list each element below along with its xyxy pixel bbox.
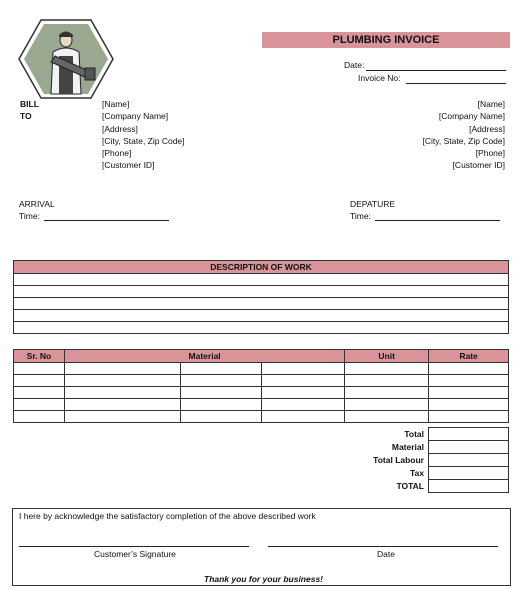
table-row — [14, 387, 509, 399]
cell[interactable] — [14, 399, 65, 411]
total-label: Total — [404, 429, 424, 439]
invoice-number-field[interactable] — [406, 83, 506, 84]
bill-left-company: [Company Name] — [102, 111, 169, 122]
date-label: Date: — [344, 60, 365, 70]
signature-date-label: Date — [377, 549, 395, 559]
table-row — [14, 399, 509, 411]
bill-right-city: [City, State, Zip Code] — [422, 135, 505, 146]
cell[interactable] — [180, 387, 262, 399]
cell[interactable] — [429, 375, 509, 387]
cell[interactable] — [345, 387, 429, 399]
header-sr-no: Sr. No — [14, 350, 65, 363]
signature-date-field[interactable] — [268, 546, 498, 547]
company-logo — [17, 18, 115, 100]
total-value[interactable] — [429, 428, 509, 441]
invoice-number-label: Invoice No: — [358, 73, 401, 83]
customer-signature-label: Customer’s Signature — [94, 549, 176, 559]
to-label: TO — [20, 111, 32, 121]
bill-left-name: [Name] — [102, 99, 130, 109]
bill-right-phone: [Phone] — [475, 148, 505, 159]
cell[interactable] — [14, 411, 65, 423]
grand-total-label: TOTAL — [396, 481, 424, 491]
material-total-value[interactable] — [429, 441, 509, 454]
cell[interactable] — [262, 375, 345, 387]
cell[interactable] — [262, 363, 345, 375]
cell[interactable] — [14, 387, 65, 399]
cell[interactable] — [262, 411, 345, 423]
invoice-title: PLUMBING INVOICE — [262, 32, 510, 48]
cell[interactable] — [345, 375, 429, 387]
table-row — [14, 375, 509, 387]
cell[interactable] — [180, 399, 262, 411]
bill-left-address: [Address] — [102, 123, 138, 134]
description-header: DESCRIPTION OF WORK — [14, 261, 509, 274]
cell[interactable] — [180, 363, 262, 375]
header-material: Material — [64, 350, 344, 363]
bill-left-city: [City, State, Zip Code] — [102, 135, 185, 146]
bill-label: BILL — [20, 99, 39, 109]
cell[interactable] — [345, 363, 429, 375]
cell[interactable] — [64, 375, 180, 387]
cell[interactable] — [262, 399, 345, 411]
cell[interactable] — [14, 363, 65, 375]
bill-to-left — [102, 98, 185, 172]
arrival-title: ARRIVAL — [19, 199, 55, 209]
bill-right-company: [Company Name] — [438, 111, 505, 122]
cell[interactable] — [64, 363, 180, 375]
cell[interactable] — [345, 399, 429, 411]
arrival-time-field[interactable] — [44, 220, 169, 221]
cell[interactable] — [64, 411, 180, 423]
cell[interactable] — [429, 411, 509, 423]
material-total-label: Material — [391, 442, 424, 452]
cell[interactable] — [429, 387, 509, 399]
cell[interactable] — [180, 411, 262, 423]
total-labour-value[interactable] — [429, 454, 509, 467]
bill-right-name: [Name] — [477, 99, 505, 109]
departure-title: DEPATURE — [350, 199, 396, 209]
description-row[interactable] — [14, 310, 509, 322]
description-row[interactable] — [14, 298, 509, 310]
description-row[interactable] — [14, 322, 509, 334]
cell[interactable] — [429, 363, 509, 375]
thank-you-text: Thank you for your business! — [204, 574, 324, 584]
table-row — [14, 411, 509, 423]
cell[interactable] — [180, 375, 262, 387]
header-rate: Rate — [429, 350, 509, 363]
cell[interactable] — [262, 387, 345, 399]
customer-signature-field[interactable] — [19, 546, 249, 547]
tax-value[interactable] — [429, 467, 509, 480]
cell[interactable] — [64, 387, 180, 399]
cell[interactable] — [429, 399, 509, 411]
cell[interactable] — [14, 375, 65, 387]
tax-label: Tax — [409, 468, 424, 478]
grand-total-value[interactable] — [429, 480, 509, 493]
date-field[interactable] — [366, 70, 506, 71]
header-unit: Unit — [345, 350, 429, 363]
cell[interactable] — [345, 411, 429, 423]
departure-time-label: Time: — [350, 211, 371, 221]
arrival-time-label: Time: — [19, 211, 40, 221]
materials-table — [13, 349, 509, 423]
total-labour-label: Total Labour — [373, 455, 424, 465]
description-table — [13, 260, 509, 334]
bill-right-customer-id: [Customer ID] — [452, 160, 505, 171]
bill-left-phone: [Phone] — [102, 148, 132, 159]
table-row — [14, 363, 509, 375]
bill-to-right — [422, 98, 505, 172]
description-row[interactable] — [14, 286, 509, 298]
totals-table — [428, 427, 509, 493]
bill-left-customer-id: [Customer ID] — [102, 160, 155, 171]
bill-right-address: [Address] — [469, 123, 505, 134]
acknowledgement-text: I here by acknowledge the satisfactory completion of the above described work — [19, 511, 316, 521]
departure-time-field[interactable] — [375, 220, 500, 221]
cell[interactable] — [64, 399, 180, 411]
description-row[interactable] — [14, 274, 509, 286]
